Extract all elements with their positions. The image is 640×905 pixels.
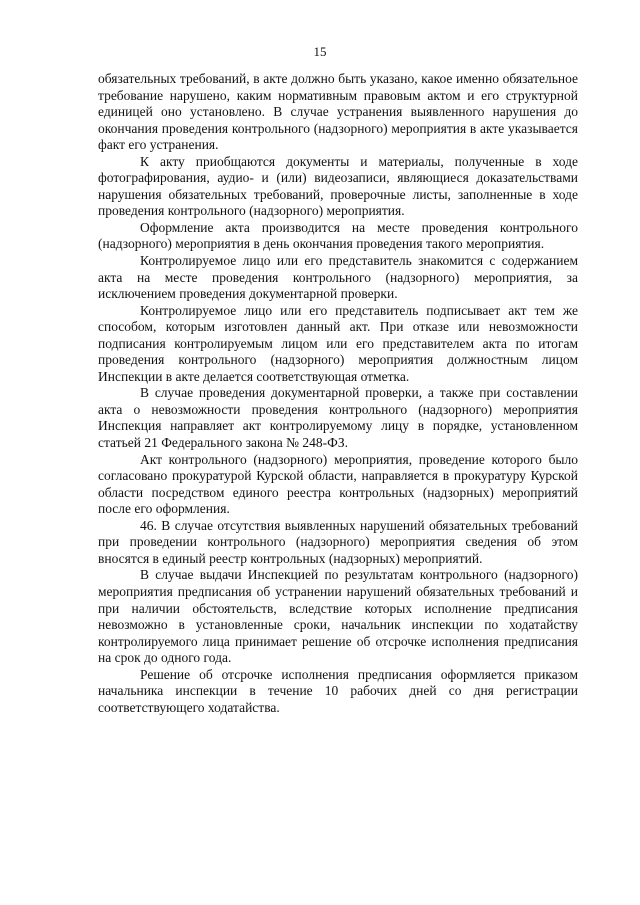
paragraph-item-46: 46. В случае отсутствия выявленных нарушений обязательных требований при проведении контрольного (надзорного) мероприятия сведения об этом вносятся в единый реестр контрольных (надзорных) мероприятий. — [98, 517, 578, 566]
paragraph-familiarization: Контролируемое лицо или его представитель знакомится с содержанием акта на месте проведения контрольного (надзорного) мероприятия, за исключением проведения документарной проверки. — [98, 253, 578, 302]
paragraph-continuation: обязательных требований, в акте должно быть указано, какое именно обязательное требование нарушено, каким нормативным правовым актом и его структурной единицей оно установлено. В случае устранения выявленного нарушения до окончания проведения контрольного (надзорного) мероприятия в акте указывается факт его устранения. — [98, 71, 578, 153]
paragraph-deferral-decision: Решение об отсрочке исполнения предписания оформляется приказом начальника инспекции в течение 10 рабочих дней со дня регистрации соответствующего ходатайства. — [98, 666, 578, 715]
paragraph-order-deferral: В случае выдачи Инспекцией по результатам контрольного (надзорного) мероприятия предписания об устранении нарушений обязательных требований и при наличии обстоятельств, вследствие которых исполнение предписания невозможно в установленные сроки, начальник инспекции по ходатайству контролируемого лица принимает решение об отсрочке исполнения предписания на срок до одного года. — [98, 567, 578, 666]
paragraph-act-execution: Оформление акта производится на месте проведения контрольного (надзорного) мероприятия в день окончания проведения такого мероприятия. — [98, 219, 578, 252]
paragraph-signing: Контролируемое лицо или его представитель подписывает акт тем же способом, которым изготовлен данный акт. При отказе или невозможности подписания контролируемым лицом или его представителем акта по итогам проведения контрольного (надзорного) мероприятия должностным лицом Инспекции в акте делается соответствующая отметка. — [98, 302, 578, 384]
page-number: 15 — [313, 44, 327, 59]
paragraph-prosecutor-approval: Акт контрольного (надзорного) мероприятия, проведение которого было согласовано прокуратурой Курской области, направляется в прокуратуру Курской области посредством единого реестра контрольных (надзорных) мероприятий после его оформления. — [98, 451, 578, 517]
paragraph-documentary-check: В случае проведения документарной проверки, а также при составлении акта о невозможности проведения контрольного (надзорного) мероприятия Инспекция направляет акт контролируемому лицу в порядке, установленном статьей 21 Федерального закона № 248-ФЗ. — [98, 385, 578, 451]
document-body — [98, 71, 578, 716]
paragraph-attached-materials: К акту приобщаются документы и материалы, полученные в ходе фотографирования, аудио- и (или) видеозаписи, являющиеся доказательствами нарушения обязательных требований, проверочные листы, заполненные в ходе проведения контрольного (надзорного) мероприятия. — [98, 153, 578, 219]
